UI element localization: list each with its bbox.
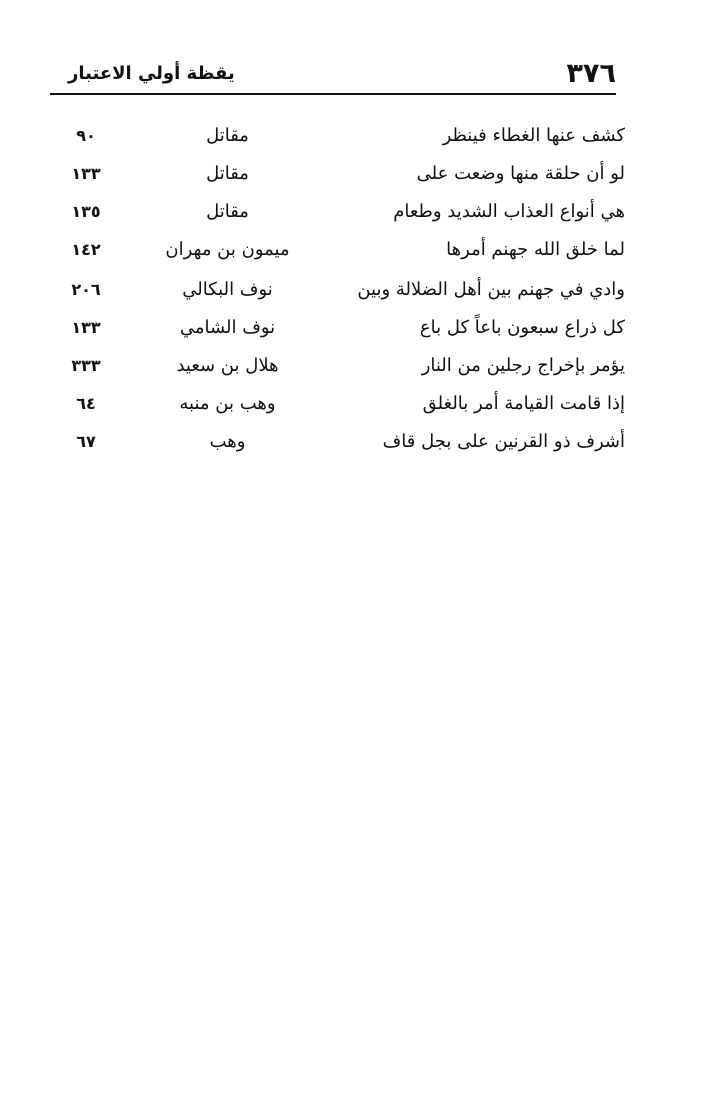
index-row — [50, 194, 625, 231]
index-row — [50, 156, 625, 193]
narrator-name: وهب بن منبه — [179, 393, 276, 414]
phrase-text: كشف عنها الغطاء فينظر — [442, 125, 625, 146]
page-reference: ١٣٣ — [71, 318, 101, 337]
phrase-text: وادي في جهنم بين أهل الضلالة وبين — [357, 279, 625, 300]
page-reference: ٦٧ — [76, 432, 96, 451]
page-reference: ١٣٥ — [71, 202, 101, 221]
phrase-text: إذا قامت القيامة أمر بالغلق — [422, 393, 625, 414]
page-reference: ٢٠٦ — [71, 280, 101, 299]
narrator-name: نوف الشامي — [179, 317, 276, 338]
page-header — [50, 58, 616, 94]
index-row — [50, 348, 625, 385]
phrase-text: هي أنواع العذاب الشديد وطعام — [393, 201, 625, 222]
index-row — [50, 424, 625, 461]
index-row — [50, 310, 625, 347]
narrator-name: مقاتل — [206, 125, 249, 146]
narrator-name: نوف البكالي — [182, 279, 273, 300]
narrator-name: مقاتل — [206, 163, 249, 184]
phrase-text: لو أن حلقة منها وضعت على — [416, 163, 625, 184]
header-divider — [50, 93, 616, 95]
page-number: ٣٧٦ — [566, 58, 616, 89]
book-title: يقظة أولي الاعتبار — [68, 63, 235, 84]
phrase-text: كل ذراع سبعون باعاً كل باع — [419, 317, 625, 338]
page-reference: ٦٤ — [76, 394, 96, 413]
index-row — [50, 272, 625, 309]
page-reference: ٩٠ — [76, 126, 96, 145]
narrator-name: وهب — [209, 431, 246, 452]
page-reference: ٣٣٣ — [71, 356, 101, 375]
narrator-name: هلال بن سعيد — [176, 355, 279, 376]
index-row — [50, 232, 625, 269]
narrator-name: ميمون بن مهران — [165, 239, 290, 260]
page-reference: ١٣٣ — [71, 164, 101, 183]
phrase-text: أشرف ذو القرنين على بجل قاف — [382, 431, 625, 452]
page-reference: ١٤٢ — [71, 240, 101, 259]
index-row — [50, 386, 625, 423]
narrator-name: مقاتل — [206, 201, 249, 222]
phrase-text: لما خلق الله جهنم أمرها — [446, 239, 625, 260]
phrase-text: يؤمر بإخراج رجلين من النار — [421, 355, 625, 376]
index-table — [50, 118, 625, 478]
index-row — [50, 118, 625, 155]
